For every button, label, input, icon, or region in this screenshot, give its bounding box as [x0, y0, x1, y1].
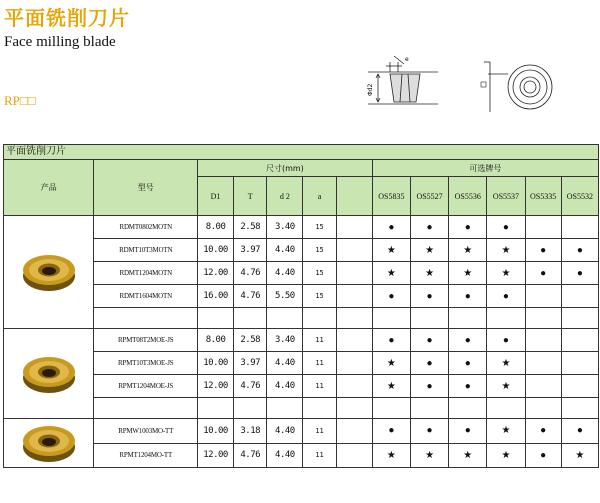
d1-cell: 8.00 [197, 329, 233, 352]
empty-cell [234, 398, 267, 419]
grade-mark [561, 285, 598, 308]
grade-mark: ★ [487, 352, 525, 375]
d2-cell: 4.40 [267, 352, 303, 375]
empty-cell [487, 308, 525, 329]
table-title-bar: 平面铣削刀片 [3, 144, 599, 159]
t-cell: 4.76 [234, 285, 267, 308]
d1-cell: 12.00 [197, 375, 233, 398]
grade-mark: ● [561, 239, 598, 262]
d2-cell: 4.40 [267, 419, 303, 444]
grade-mark: ★ [449, 262, 487, 285]
header-grade: OS5536 [449, 177, 487, 216]
empty-cell [336, 398, 372, 419]
grade-mark [561, 352, 598, 375]
t-cell: 4.76 [234, 443, 267, 468]
model-cell: RPMT10T3MOE-JS [94, 352, 198, 375]
table-row [4, 216, 599, 239]
grade-mark: ● [525, 262, 561, 285]
svg-text:Φd2: Φd2 [367, 83, 374, 96]
grade-mark: ★ [372, 239, 410, 262]
grade-mark: ★ [487, 419, 525, 444]
d1-cell: 8.00 [197, 216, 233, 239]
product-image [4, 329, 94, 419]
grade-mark: ★ [487, 262, 525, 285]
header-blank [336, 177, 372, 216]
grade-mark: ★ [487, 239, 525, 262]
model-cell: RDMT10T3MOTN [94, 239, 198, 262]
a-cell: 11 [303, 352, 336, 375]
blank-cell [336, 329, 372, 352]
grade-mark: ★ [410, 443, 448, 468]
grade-mark: ● [410, 352, 448, 375]
t-cell: 4.76 [234, 262, 267, 285]
t-cell: 2.58 [234, 329, 267, 352]
svg-text:e: e [405, 56, 409, 63]
t-cell: 3.97 [234, 352, 267, 375]
empty-cell [197, 398, 233, 419]
grade-mark: ● [561, 419, 598, 444]
insert-drawing-side-icon [358, 52, 448, 122]
blank-cell [336, 375, 372, 398]
t-cell: 3.97 [234, 239, 267, 262]
header-grades: 可选牌号 [372, 160, 598, 177]
model-cell: RDMT1204MOTN [94, 262, 198, 285]
d2-cell: 4.40 [267, 239, 303, 262]
round-insert-icon [19, 419, 79, 465]
grade-mark: ★ [487, 375, 525, 398]
grade-mark: ● [449, 375, 487, 398]
grade-mark: ● [372, 419, 410, 444]
header-d1: D1 [197, 177, 233, 216]
grade-mark [525, 375, 561, 398]
grade-mark: ● [525, 443, 561, 468]
grade-mark [561, 375, 598, 398]
empty-cell [267, 398, 303, 419]
empty-cell [525, 398, 561, 419]
grade-mark: ★ [372, 262, 410, 285]
grade-mark: ● [410, 419, 448, 444]
grade-mark: ★ [449, 239, 487, 262]
header-dimensions: 尺寸(mm) [197, 160, 372, 177]
grade-mark: ● [372, 285, 410, 308]
table-row [4, 329, 599, 352]
empty-cell [561, 398, 598, 419]
grade-mark: ● [410, 375, 448, 398]
empty-cell [449, 308, 487, 329]
page-subtitle: Face milling blade [4, 34, 116, 50]
round-insert-icon [19, 248, 79, 294]
empty-cell [94, 308, 198, 329]
page-title: 平面铣削刀片 [4, 6, 130, 30]
header-product: 产品 [4, 160, 94, 216]
grade-mark: ★ [561, 443, 598, 468]
model-cell: RPMT1204MO-TT [94, 443, 198, 468]
a-cell: 15 [303, 239, 336, 262]
grade-mark: ● [410, 216, 448, 239]
model-cell: RPMT1204MOE-JS [94, 375, 198, 398]
model-cell: RPMT08T2MOE-JS [94, 329, 198, 352]
model-cell: RDMT1604MOTN [94, 285, 198, 308]
empty-cell [561, 308, 598, 329]
empty-cell [410, 308, 448, 329]
d1-cell: 10.00 [197, 352, 233, 375]
empty-cell [234, 308, 267, 329]
grade-mark [525, 285, 561, 308]
empty-cell [267, 308, 303, 329]
a-cell: 11 [303, 329, 336, 352]
grade-mark: ● [449, 352, 487, 375]
round-insert-icon [19, 350, 79, 396]
header-a: a [303, 177, 336, 216]
blank-cell [336, 285, 372, 308]
header-grade: OS5527 [410, 177, 448, 216]
header-d2: d 2 [267, 177, 303, 216]
grade-mark [525, 216, 561, 239]
d1-cell: 10.00 [197, 419, 233, 444]
empty-cell [303, 398, 336, 419]
empty-cell [449, 398, 487, 419]
empty-cell [372, 398, 410, 419]
grade-mark: ★ [487, 443, 525, 468]
t-cell: 2.58 [234, 216, 267, 239]
grade-mark: ● [525, 239, 561, 262]
d1-cell: 12.00 [197, 443, 233, 468]
grade-mark [525, 329, 561, 352]
empty-cell [94, 398, 198, 419]
grade-mark [561, 216, 598, 239]
grade-mark: ★ [410, 239, 448, 262]
header-grade: OS5835 [372, 177, 410, 216]
grade-mark: ● [372, 216, 410, 239]
grade-mark: ● [449, 285, 487, 308]
insert-spec-table [3, 144, 599, 468]
blank-cell [336, 352, 372, 375]
blank-cell [336, 262, 372, 285]
a-cell: 15 [303, 262, 336, 285]
grade-mark: ● [410, 285, 448, 308]
grade-mark: ● [561, 262, 598, 285]
empty-cell [487, 398, 525, 419]
empty-cell [372, 308, 410, 329]
a-cell: 11 [303, 375, 336, 398]
grade-mark: ● [525, 419, 561, 444]
header-model: 型号 [94, 160, 198, 216]
a-cell: 15 [303, 216, 336, 239]
blank-cell [336, 419, 372, 444]
d1-cell: 12.00 [197, 262, 233, 285]
grade-mark: ★ [372, 352, 410, 375]
grade-mark: ★ [372, 443, 410, 468]
empty-cell [197, 308, 233, 329]
header-grade: OS5537 [487, 177, 525, 216]
t-cell: 3.18 [234, 419, 267, 444]
empty-cell [410, 398, 448, 419]
grade-mark: ● [372, 329, 410, 352]
blank-cell [336, 239, 372, 262]
blank-cell [336, 443, 372, 468]
grade-mark: ★ [372, 375, 410, 398]
d2-cell: 4.40 [267, 262, 303, 285]
grade-mark [561, 329, 598, 352]
empty-cell [525, 308, 561, 329]
product-image [4, 419, 94, 468]
grade-mark: ● [487, 216, 525, 239]
header-grade: OS5335 [525, 177, 561, 216]
header-grade: OS5532 [561, 177, 598, 216]
grade-mark: ● [449, 329, 487, 352]
grade-mark: ● [449, 216, 487, 239]
insert-drawing-top-icon [478, 56, 568, 118]
empty-cell [336, 308, 372, 329]
d1-cell: 16.00 [197, 285, 233, 308]
t-cell: 4.76 [234, 375, 267, 398]
series-code: RP□□ [4, 93, 36, 108]
a-cell: 15 [303, 285, 336, 308]
d2-cell: 4.40 [267, 443, 303, 468]
grade-mark: ● [449, 419, 487, 444]
d2-cell: 5.50 [267, 285, 303, 308]
grade-mark [525, 352, 561, 375]
a-cell: 11 [303, 443, 336, 468]
d1-cell: 10.00 [197, 239, 233, 262]
grade-mark: ● [410, 329, 448, 352]
grade-mark: ● [487, 329, 525, 352]
d2-cell: 3.40 [267, 329, 303, 352]
table-row [4, 419, 599, 444]
model-cell: RPMW1003MO-TT [94, 419, 198, 444]
d2-cell: 3.40 [267, 216, 303, 239]
grade-mark: ★ [410, 262, 448, 285]
product-image [4, 216, 94, 329]
empty-cell [303, 308, 336, 329]
d2-cell: 4.40 [267, 375, 303, 398]
grade-mark: ★ [449, 443, 487, 468]
model-cell: RDMT0802MOTN [94, 216, 198, 239]
grade-mark: ● [487, 285, 525, 308]
a-cell: 11 [303, 419, 336, 444]
blank-cell [336, 216, 372, 239]
header-t: T [234, 177, 267, 216]
